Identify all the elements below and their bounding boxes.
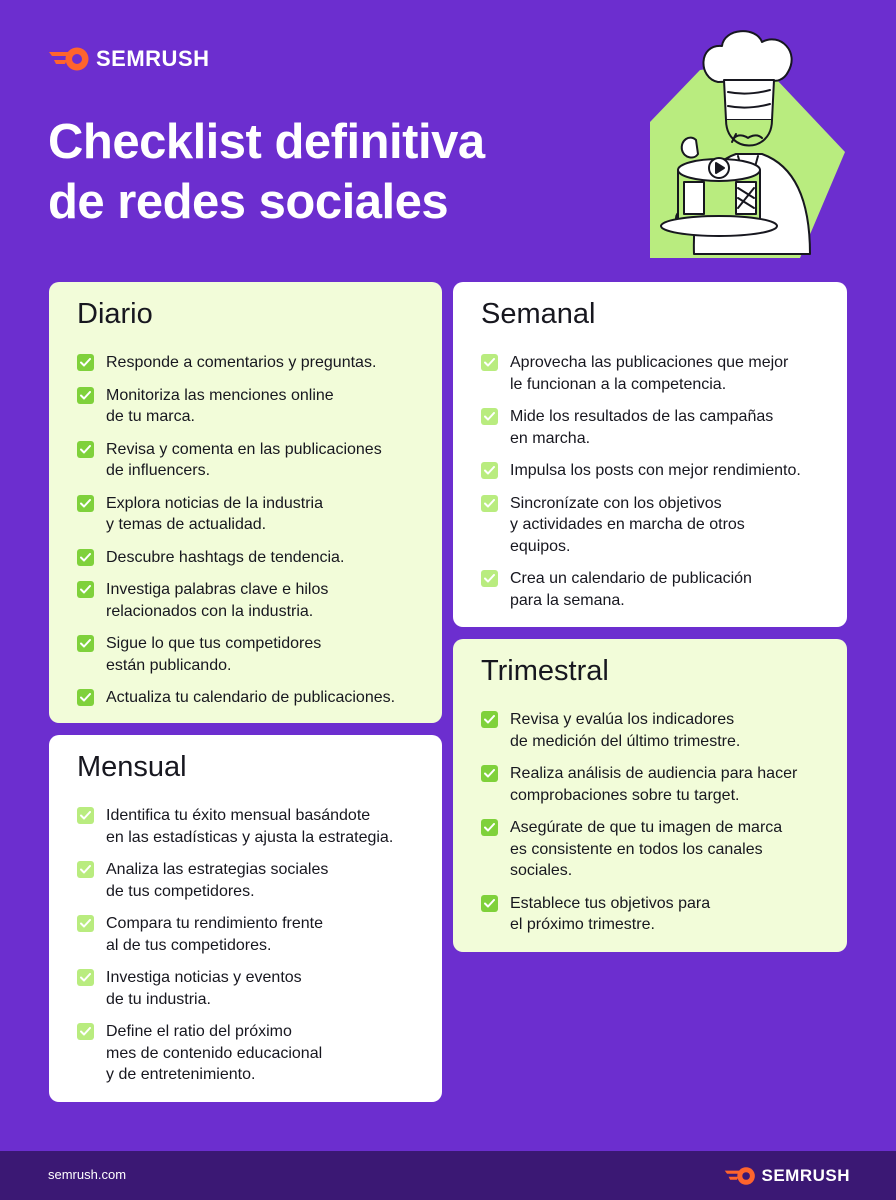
- checklist-item[interactable]: [481, 817, 827, 882]
- checkmark-icon: [481, 570, 498, 587]
- checklist-item[interactable]: [77, 913, 422, 956]
- checklist-item-text: Investiga palabras clave e hilos relacionados con la industria.: [106, 581, 329, 620]
- checkmark-icon: [481, 765, 498, 782]
- checklist: [481, 709, 827, 936]
- semrush-logo[interactable]: [48, 46, 210, 72]
- checklist-item-text: Explora noticias de la industria y temas de actualidad.: [106, 494, 324, 533]
- checkmark-icon: [77, 861, 94, 878]
- checkmark-icon: [77, 807, 94, 824]
- checklist-item-text: Realiza análisis de audiencia para hacer comprobaciones sobre tu target.: [510, 765, 798, 804]
- checklist-item-text: Asegúrate de que tu imagen de marca es consistente en todos los canales sociales.: [510, 819, 783, 879]
- checklist-item-text: Compara tu rendimiento frente al de tus competidores.: [106, 915, 323, 954]
- checklist-item[interactable]: [77, 493, 422, 536]
- checklist-item[interactable]: [481, 568, 827, 611]
- checkmark-icon: [77, 581, 94, 598]
- checklist-item-text: Revisa y evalúa los indicadores de medición del último trimestre.: [510, 711, 741, 750]
- card-title: Mensual: [77, 751, 187, 783]
- checkmark-icon: [77, 441, 94, 458]
- checklist-item-text: Actualiza tu calendario de publicaciones.: [106, 689, 396, 706]
- checkmark-icon: [77, 354, 94, 371]
- card-mensual: [49, 735, 442, 1102]
- card-trimestral: [453, 639, 847, 952]
- checklist-item-text: Descubre hashtags de tendencia.: [106, 548, 345, 566]
- checklist: [481, 352, 827, 611]
- page-title: [48, 112, 485, 232]
- checklist-item[interactable]: [481, 460, 827, 482]
- checklist-item[interactable]: [481, 352, 827, 395]
- card-title: Trimestral: [481, 655, 609, 687]
- checkmark-icon: [481, 462, 498, 479]
- title-line-1: Checklist definitiva: [48, 115, 485, 169]
- checklist-item-text: Crea un calendario de publicación para la semana.: [510, 570, 752, 609]
- checklist-item-text: Revisa y comenta en las publicaciones de influencers.: [106, 440, 382, 479]
- checklist-item[interactable]: [77, 385, 422, 428]
- title-line-2: de redes sociales: [48, 175, 449, 229]
- checklist: [77, 805, 422, 1086]
- checkmark-icon: [77, 635, 94, 652]
- checklist-item[interactable]: [77, 1021, 422, 1086]
- checklist-item-text: Sincronízate con los objetivos y actividades en marcha de otros equipos.: [510, 494, 745, 555]
- checklist-item-text: Define el ratio del próximo mes de contenido educacional y de entretenimiento.: [106, 1023, 323, 1083]
- card-semanal: [453, 282, 847, 627]
- checkmark-icon: [77, 689, 94, 706]
- brand-name: SEMRUSH: [96, 46, 210, 71]
- checklist-item[interactable]: [77, 687, 422, 709]
- checkmark-icon: [77, 387, 94, 404]
- footer-semrush-logo[interactable]: [724, 1166, 850, 1186]
- checklist: [77, 352, 422, 709]
- checkmark-icon: [481, 408, 498, 425]
- checklist-item[interactable]: [77, 579, 422, 622]
- checklist-item-text: Aprovecha las publicaciones que mejor le funcionan a la competencia.: [510, 354, 789, 393]
- checklist-item-text: Analiza las estrategias sociales de tus competidores.: [106, 861, 329, 900]
- checkmark-icon: [77, 549, 94, 566]
- checklist-item[interactable]: [77, 352, 422, 374]
- card-title: Semanal: [481, 298, 596, 330]
- checklist-item-text: Identifica tu éxito mensual basándote en las estadísticas y ajusta la estrategia.: [106, 807, 394, 846]
- checklist-item[interactable]: [481, 709, 827, 752]
- semrush-flame-icon: [724, 1166, 756, 1186]
- checklist-item-text: Responde a comentarios y preguntas.: [106, 354, 377, 371]
- checklist-item[interactable]: [481, 893, 827, 936]
- checklist-item[interactable]: [481, 763, 827, 806]
- checklist-item-text: Monitoriza las menciones online de tu marca.: [106, 386, 334, 425]
- footer-link[interactable]: semrush.com: [48, 1167, 127, 1182]
- checkmark-icon: [77, 969, 94, 986]
- checklist-item[interactable]: [481, 493, 827, 558]
- checklist-item-text: Impulsa los posts con mejor rendimiento.: [510, 462, 801, 479]
- checkmark-icon: [481, 495, 498, 512]
- checklist-item-text: Investiga noticias y eventos de tu industria.: [106, 969, 302, 1008]
- semrush-flame-icon: [48, 46, 90, 72]
- checkmark-icon: [77, 495, 94, 512]
- checklist-item[interactable]: [77, 633, 422, 676]
- checklist-item[interactable]: [77, 967, 422, 1010]
- checklist-item-text: Mide los resultados de las campañas en marcha.: [510, 408, 774, 447]
- checklist-item-text: Establece tus objetivos para el próximo trimestre.: [510, 894, 711, 933]
- checkmark-icon: [481, 895, 498, 912]
- card-diario: [49, 282, 442, 723]
- footer-brand-name: SEMRUSH: [761, 1166, 850, 1185]
- checkmark-icon: [77, 915, 94, 932]
- checklist-item[interactable]: [77, 439, 422, 482]
- checkmark-icon: [481, 354, 498, 371]
- card-title: Diario: [77, 298, 153, 330]
- checklist-item[interactable]: [481, 406, 827, 449]
- checklist-item-text: Sigue lo que tus competidores están publicando.: [106, 635, 322, 674]
- checkmark-icon: [77, 1023, 94, 1040]
- checkmark-icon: [481, 819, 498, 836]
- checklist-item[interactable]: [77, 859, 422, 902]
- checklist-item[interactable]: [77, 805, 422, 848]
- checkmark-icon: [481, 711, 498, 728]
- chef-with-cake-illustration: [640, 22, 850, 267]
- checklist-item[interactable]: [77, 547, 422, 569]
